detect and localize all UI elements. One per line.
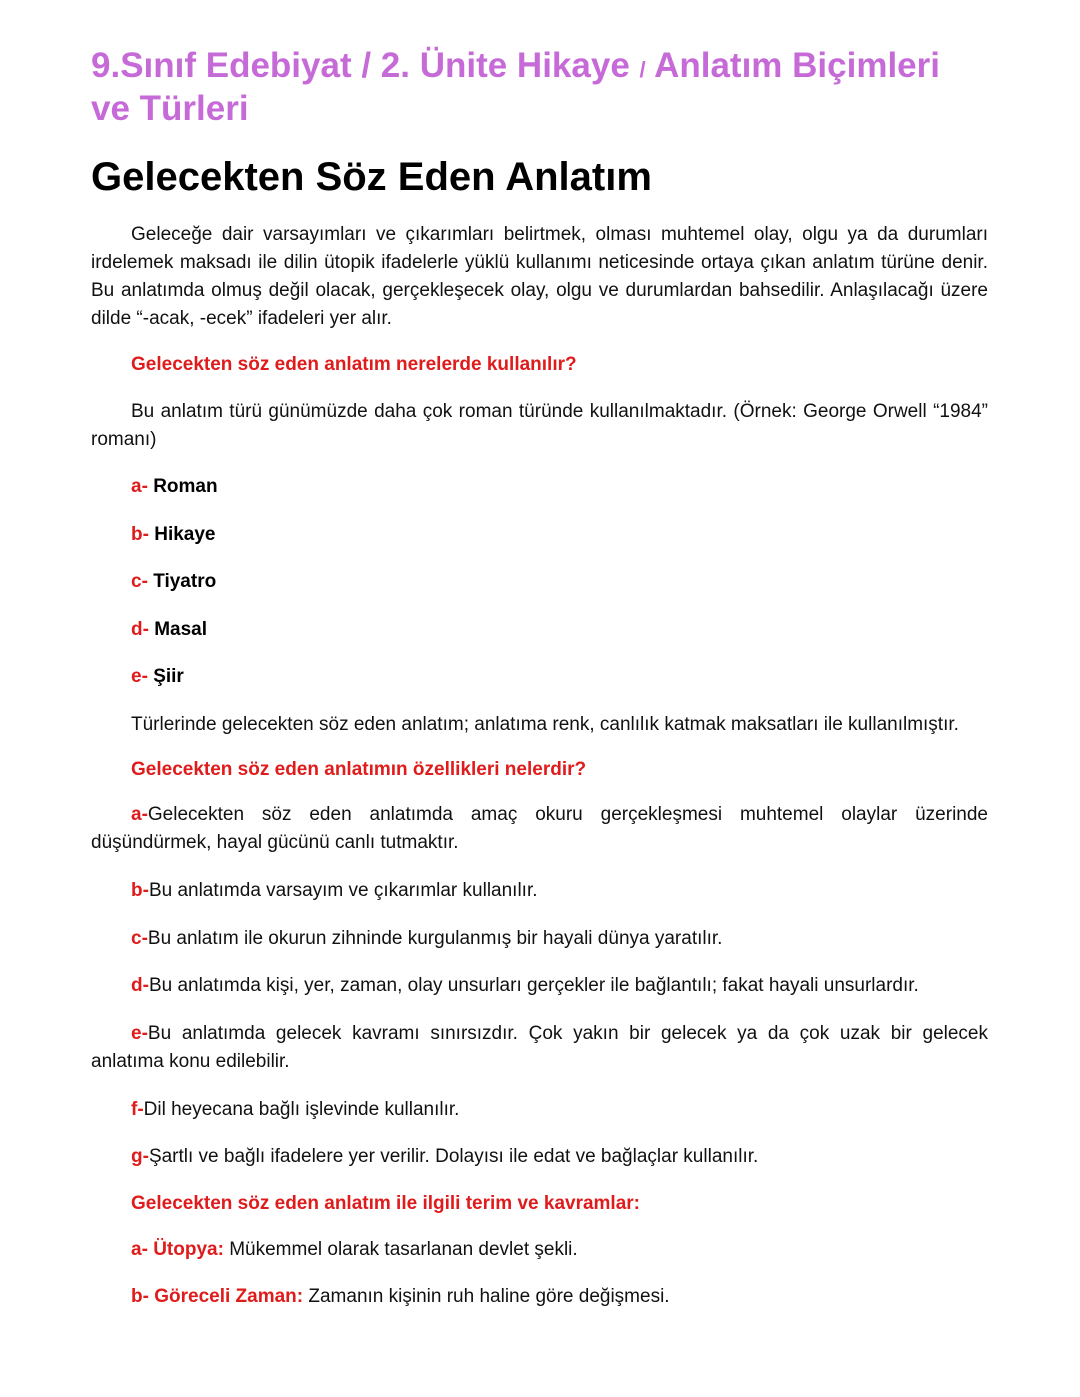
document-page bbox=[91, 46, 988, 1311]
feature-letter: e- bbox=[131, 1023, 148, 1044]
feature-text: Bu anlatımda varsayım ve çıkarımlar kullanılır. bbox=[148, 880, 538, 901]
feature-item bbox=[91, 1020, 988, 1076]
list-item bbox=[91, 663, 988, 691]
term-item bbox=[91, 1236, 988, 1264]
page-title: Gelecekten Söz Eden Anlatım bbox=[91, 155, 652, 199]
feature-letter: c- bbox=[131, 928, 148, 949]
feature-item bbox=[91, 801, 988, 857]
header-title-part2: Anlatım Biçimleri ve Türleri bbox=[91, 46, 940, 128]
header-title-slash: / bbox=[639, 57, 646, 82]
feature-item bbox=[91, 1096, 988, 1124]
feature-letter: g- bbox=[131, 1146, 149, 1167]
section1-text: Bu anlatım türü günümüzde daha çok roman türünde kullanılmaktadır. (Örnek: George Orwell “1984” romanı) bbox=[91, 401, 988, 450]
feature-item bbox=[91, 972, 988, 1000]
feature-item bbox=[91, 877, 988, 905]
feature-item bbox=[91, 1143, 988, 1171]
section2-question: Gelecekten söz eden anlatımın özellikleri nelerdir? bbox=[131, 759, 587, 780]
term-letter: a- bbox=[131, 1239, 154, 1260]
feature-text: Bu anlatım ile okurun zihninde kurgulanmış bir hayali dünya yaratılır. bbox=[147, 928, 723, 949]
term-definition: Mükemmel olarak tasarlanan devlet şekli. bbox=[223, 1239, 578, 1260]
list-label: Roman bbox=[153, 476, 218, 497]
term-name: Göreceli Zaman: bbox=[154, 1286, 304, 1307]
list-label: Tiyatro bbox=[153, 571, 217, 592]
feature-letter: d- bbox=[131, 975, 149, 996]
list-item bbox=[91, 521, 988, 549]
feature-item bbox=[91, 925, 988, 953]
feature-letter: f- bbox=[131, 1099, 144, 1120]
list-letter: a- bbox=[131, 476, 154, 497]
list-letter: c- bbox=[131, 571, 154, 592]
feature-text: Şartlı ve bağlı ifadelere yer verilir. Dolayısı ile edat ve bağlaçlar kullanılır. bbox=[148, 1146, 759, 1167]
term-name: Ütopya: bbox=[153, 1239, 224, 1260]
header-title-part1: 9.Sınıf Edebiyat / 2. Ünite Hikaye bbox=[91, 46, 640, 85]
feature-text: Dil heyecana bağlı işlevinde kullanılır. bbox=[143, 1099, 460, 1120]
list-item bbox=[91, 473, 988, 501]
list-label: Hikaye bbox=[154, 524, 216, 545]
section3-question: Gelecekten söz eden anlatım ile ilgili terim ve kavramlar: bbox=[131, 1193, 641, 1214]
section1-question: Gelecekten söz eden anlatım nerelerde kullanılır? bbox=[131, 354, 577, 375]
feature-text: Gelecekten söz eden anlatımda amaç okuru gerçekleşmesi muhtemel olaylar üzerinde düşündürmek, hayal gücünü canlı tutmaktır. bbox=[91, 804, 988, 853]
term-letter: b- bbox=[131, 1286, 155, 1307]
list-letter: d- bbox=[131, 619, 155, 640]
list-label: Şiir bbox=[153, 666, 184, 687]
section1-closing: Türlerinde gelecekten söz eden anlatım; anlatıma renk, canlılık katmak maksatları ile kullanılmıştır. bbox=[131, 714, 959, 735]
list-item bbox=[91, 568, 988, 596]
feature-text: Bu anlatımda kişi, yer, zaman, olay unsurları gerçekler ile bağlantılı; fakat hayali unsurlardır. bbox=[148, 975, 919, 996]
list-label: Masal bbox=[154, 619, 208, 640]
feature-letter: a- bbox=[131, 804, 148, 825]
list-letter: b- bbox=[131, 524, 155, 545]
intro-paragraph: Geleceğe dair varsayımları ve çıkarımları belirtmek, olması muhtemel olay, olgu ya da durumları irdelemek maksadı ile dilin ütopik ifadelerle yüklü kullanımı neticesinde ortaya çıkan anlatım türüne denir. Bu anlatımda olmuş değil olacak, gerçekleşecek olay, olgu ve durumlardan bahsedilir. Anlaşılacağı üzere dilde “-acak, -ecek” ifadeleri yer alır. bbox=[91, 224, 988, 329]
header-title bbox=[91, 46, 988, 128]
list-letter: e- bbox=[131, 666, 154, 687]
list-item bbox=[91, 616, 988, 644]
feature-text: Bu anlatımda gelecek kavramı sınırsızdır. Çok yakın bir gelecek ya da çok uzak bir gelecek anlatıma konu edilebilir. bbox=[91, 1023, 988, 1072]
term-definition: Zamanın kişinin ruh haline göre değişmesi. bbox=[303, 1286, 670, 1307]
term-item bbox=[91, 1283, 988, 1311]
feature-letter: b- bbox=[131, 880, 149, 901]
